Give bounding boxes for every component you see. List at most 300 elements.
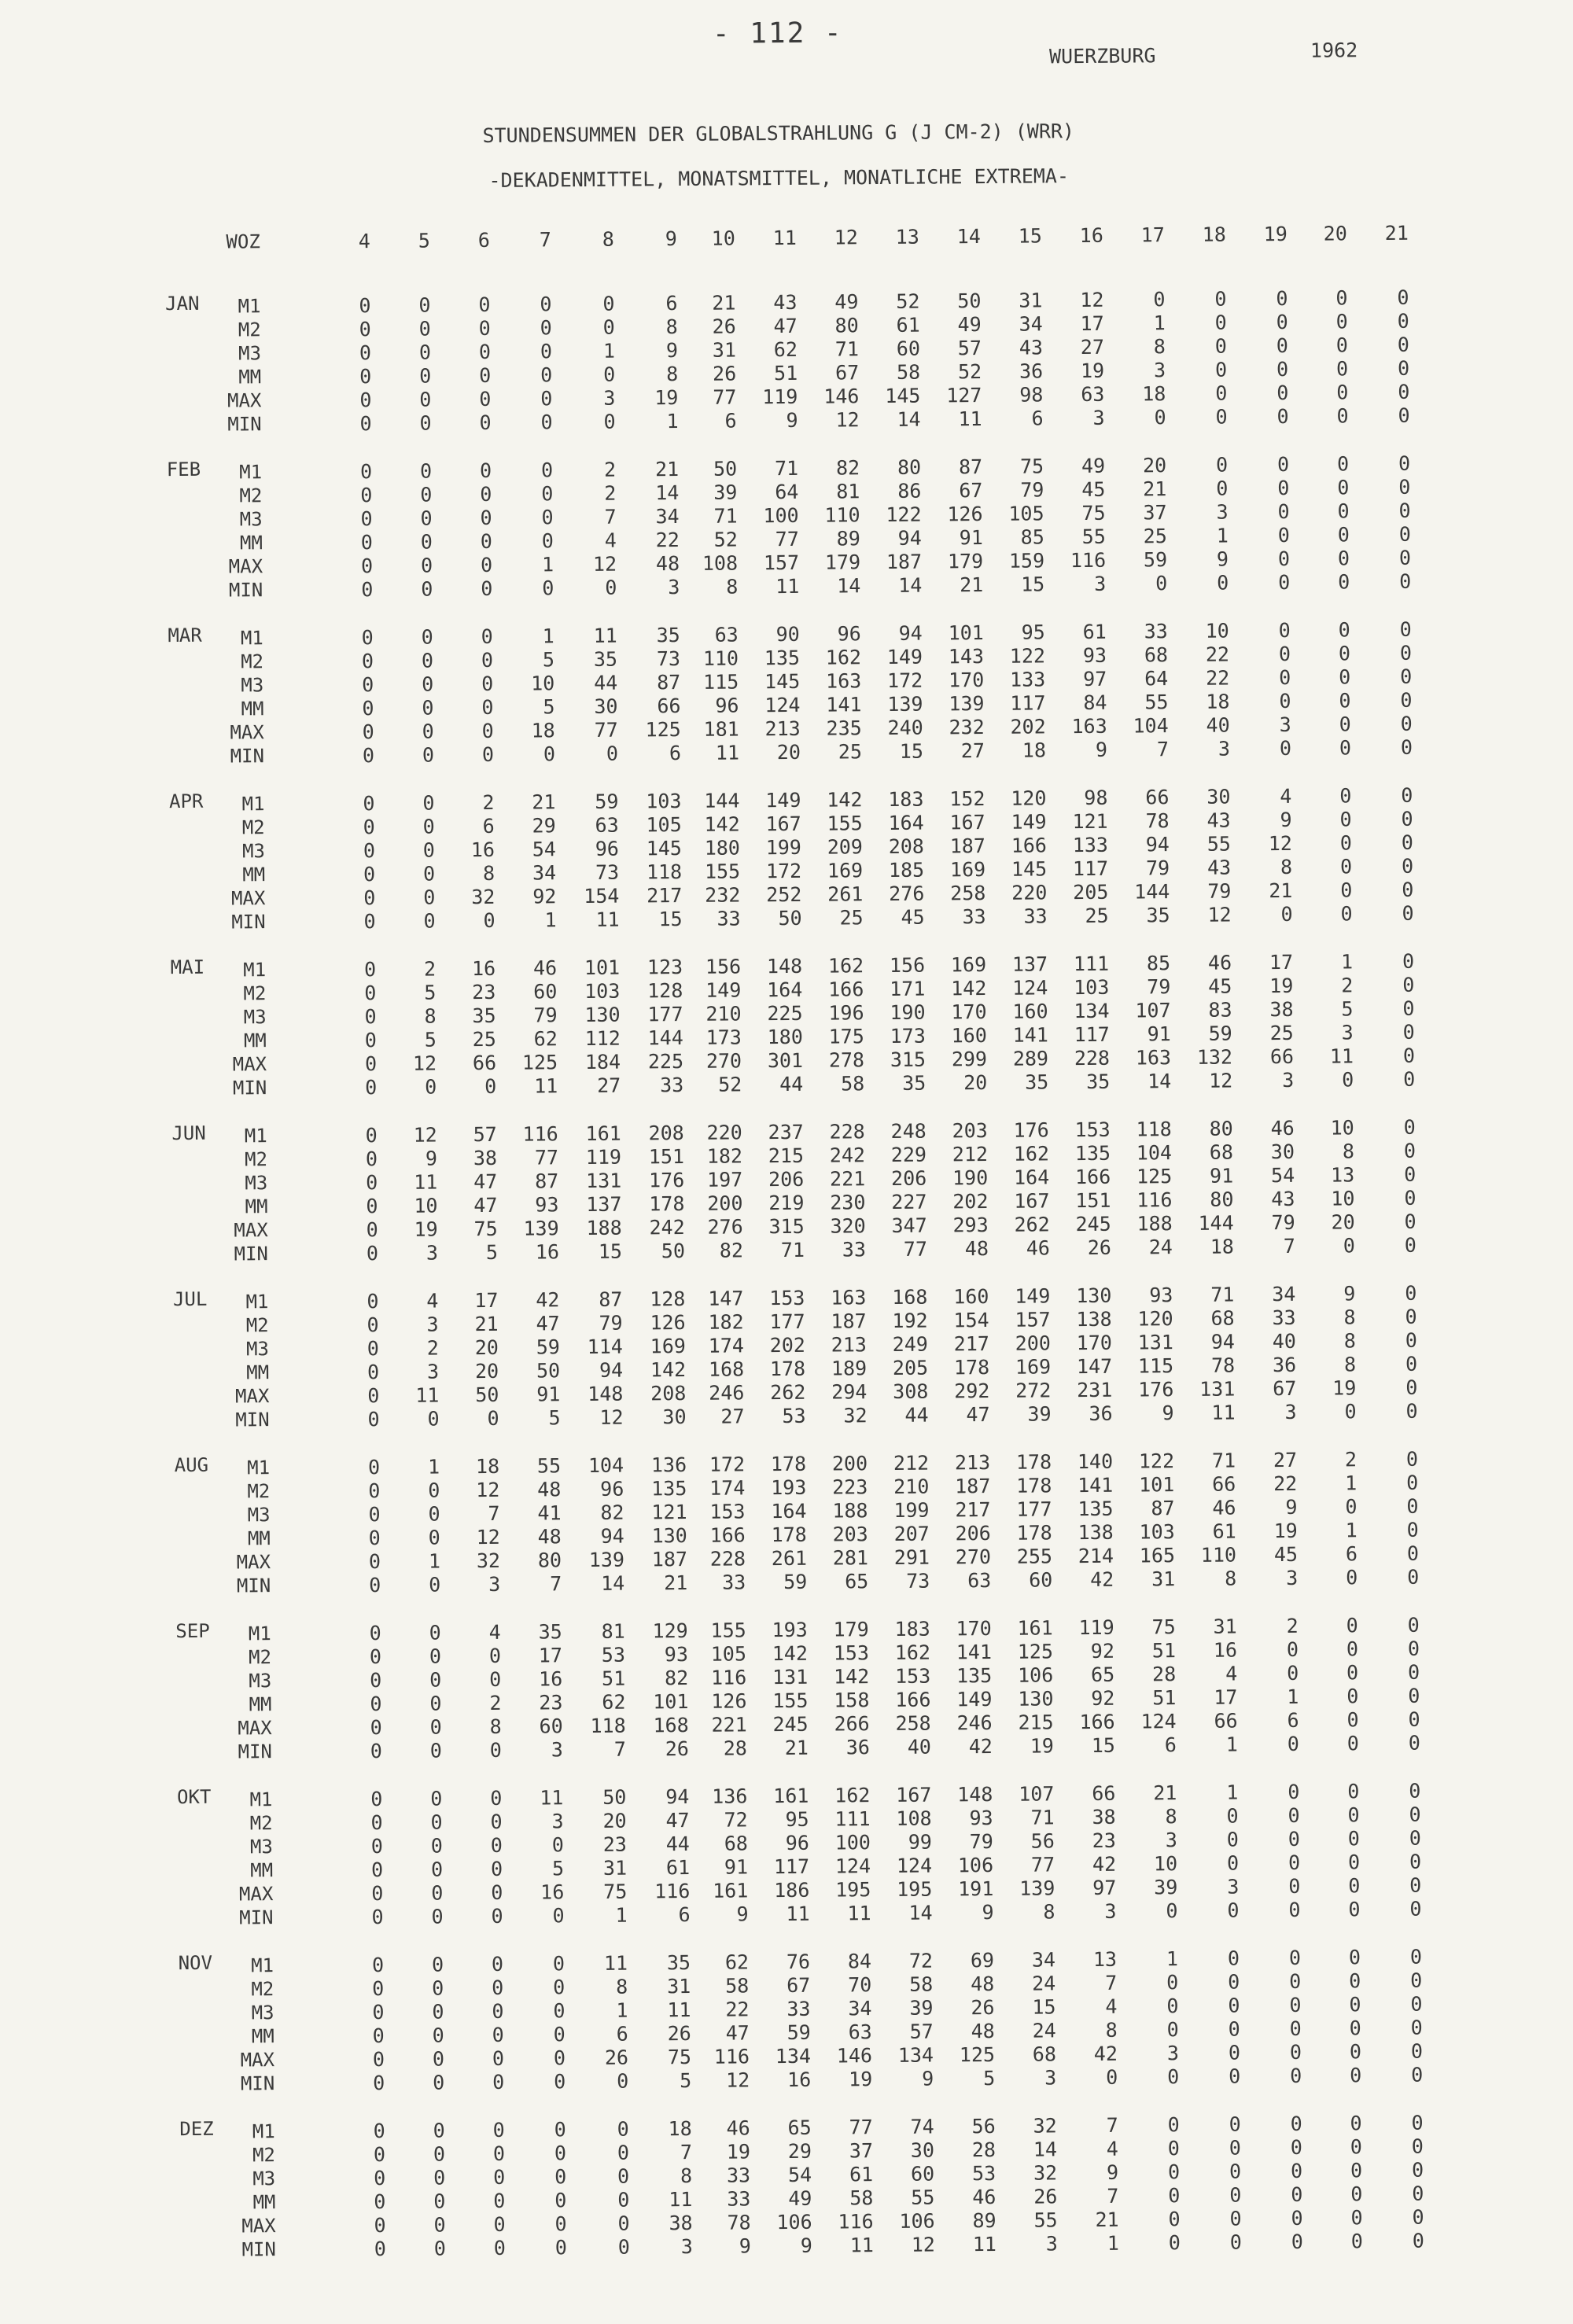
table-cell: 0 (1339, 713, 1351, 736)
table-cell: 0 (361, 578, 374, 602)
table-cell: 5 (548, 1406, 561, 1430)
table-cell: 0 (1406, 1541, 1420, 1565)
table-cell: 34 (532, 861, 557, 885)
table-cell: 0 (366, 1218, 378, 1242)
table-cell: 0 (1228, 1994, 1240, 2017)
table-cell: 119 (762, 385, 798, 409)
table-cell: 0 (1402, 996, 1415, 1020)
table-cell: 0 (1412, 2205, 1424, 2229)
row-label: MAX (240, 2049, 275, 2072)
table-cell: 184 (584, 1050, 621, 1074)
table-cell: 291 (893, 1545, 930, 1569)
table-cell: 0 (1340, 902, 1353, 926)
table-cell: 0 (481, 742, 495, 767)
table-cell: 65 (845, 1570, 869, 1593)
table-cell: 23 (539, 1691, 563, 1714)
table-cell: 0 (487, 1406, 499, 1430)
table-cell: 0 (419, 411, 432, 435)
table-cell: 0 (363, 886, 376, 910)
table-cell: 0 (370, 1811, 383, 1835)
table-cell: 191 (958, 1877, 994, 1901)
table-cell: 0 (1405, 1281, 1417, 1305)
table-cell: 11 (775, 574, 800, 598)
table-cell: 195 (835, 1878, 871, 1902)
table-cell: 0 (432, 2047, 445, 2071)
table-cell: 0 (369, 1645, 382, 1669)
month-label: SEP (175, 1619, 210, 1643)
table-cell: 27 (597, 1074, 621, 1097)
table-cell: 0 (1277, 547, 1291, 571)
table-cell: 128 (647, 979, 683, 1003)
table-cell: 22 (655, 529, 680, 552)
table-cell: 0 (370, 1858, 384, 1882)
row-label: M3 (239, 508, 263, 531)
table-cell: 0 (481, 672, 494, 696)
table-cell: 0 (554, 2236, 568, 2260)
table-cell: 0 (359, 318, 371, 341)
table-cell: 172 (765, 859, 802, 883)
row-label: MAX (230, 887, 266, 910)
table-cell: 32 (1033, 2161, 1058, 2185)
table-cell: 12 (1207, 903, 1232, 926)
hour-header: 11 (772, 226, 797, 250)
table-cell: 315 (890, 1048, 926, 1071)
table-cell: 0 (493, 2165, 506, 2189)
table-cell: 21 (1095, 2208, 1119, 2231)
table-cell: 0 (432, 2024, 444, 2047)
table-cell: 140 (1077, 1449, 1114, 1474)
table-cell: 7 (680, 2140, 693, 2164)
table-cell: 0 (481, 576, 493, 601)
table-cell: 3 (1227, 1875, 1240, 1899)
table-cell: 59 (1143, 548, 1168, 572)
table-cell: 139 (949, 692, 985, 716)
table-cell: 22 (725, 1998, 750, 2021)
table-cell: 9 (1216, 547, 1229, 571)
table-cell: 60 (1029, 1568, 1053, 1592)
table-cell: 81 (836, 480, 860, 503)
table-cell: 20 (963, 1070, 988, 1095)
table-cell: 0 (1288, 1803, 1300, 1828)
table-cell: 58 (896, 360, 921, 384)
table-cell: 0 (1409, 1803, 1421, 1826)
table-cell: 2 (1344, 1448, 1357, 1471)
table-cell: 0 (1168, 2184, 1181, 2208)
table-cell: 33 (842, 1238, 867, 1261)
table-cell: 0 (1404, 1210, 1416, 1233)
table-cell: 80 (1209, 1117, 1233, 1140)
table-cell: 32 (843, 1404, 868, 1427)
table-cell: 0 (423, 886, 436, 909)
table-cell: 12 (1209, 1069, 1233, 1092)
table-cell: 249 (892, 1332, 928, 1356)
table-cell: 0 (359, 412, 372, 436)
table-cell: 79 (533, 1004, 558, 1027)
table-cell: 0 (479, 459, 492, 483)
table-cell: 0 (422, 743, 435, 767)
table-cell: 105 (646, 813, 682, 837)
table-cell: 110 (1200, 1543, 1237, 1567)
table-cell: 38 (1269, 997, 1294, 1022)
table-cell: 79 (1271, 1210, 1295, 1235)
table-cell: 0 (1346, 1708, 1359, 1732)
table-cell: 0 (431, 1881, 444, 1905)
table-cell: 24 (1032, 1972, 1056, 1995)
table-cell: 166 (709, 1523, 746, 1547)
table-cell: 53 (601, 1643, 626, 1667)
table-cell: 0 (427, 1407, 440, 1431)
table-cell: 0 (1398, 403, 1410, 427)
table-cell: 166 (828, 978, 864, 1001)
row-label: M1 (239, 461, 263, 484)
table-cell: 89 (972, 2208, 996, 2233)
table-cell: 169 (650, 1335, 687, 1358)
table-cell: 93 (535, 1193, 559, 1217)
table-cell: 103 (1074, 975, 1110, 1000)
table-cell: 0 (1166, 2018, 1179, 2042)
table-cell: 1 (616, 1998, 628, 2022)
table-cell: 0 (421, 649, 434, 672)
table-cell: 188 (586, 1216, 622, 1240)
table-cell: 25 (1143, 525, 1167, 548)
table-cell: 0 (1335, 357, 1349, 381)
table-cell: 0 (425, 1075, 437, 1099)
table-cell: 261 (827, 882, 864, 906)
table-cell: 0 (363, 910, 376, 934)
table-cell: 0 (1410, 1992, 1423, 2016)
table-cell: 0 (489, 1667, 502, 1691)
table-cell: 0 (367, 1290, 379, 1313)
table-cell: 40 (1206, 713, 1230, 737)
table-cell: 121 (651, 1501, 687, 1524)
row-label: M3 (241, 840, 266, 863)
table-cell: 219 (768, 1191, 805, 1215)
table-cell: 131 (585, 1169, 622, 1193)
table-cell: 0 (430, 1810, 443, 1834)
table-cell: 0 (374, 2167, 386, 2190)
table-cell: 0 (1288, 1827, 1300, 1851)
table-cell: 0 (420, 554, 433, 577)
table-cell: 58 (849, 2186, 874, 2210)
table-cell: 0 (478, 316, 491, 341)
table-cell: 44 (665, 1832, 690, 1856)
table-cell: 120 (1137, 1307, 1173, 1331)
table-cell: 170 (956, 1616, 992, 1641)
table-cell: 52 (957, 360, 982, 384)
table-cell: 210 (893, 1475, 930, 1498)
table-cell: 50 (475, 1383, 499, 1407)
row-label: M1 (238, 295, 261, 318)
table-cell: 0 (365, 1124, 378, 1147)
table-cell: 31 (667, 1974, 691, 1998)
table-cell: 26 (665, 1737, 690, 1761)
table-cell: 0 (433, 2119, 445, 2142)
table-cell: 0 (422, 696, 434, 720)
table-cell: 8 (1342, 1140, 1355, 1163)
table-cell: 0 (1407, 1565, 1420, 1589)
table-cell: 51 (773, 361, 798, 385)
table-cell: 3 (668, 576, 680, 599)
table-cell: 0 (372, 2001, 385, 2024)
table-cell: 0 (1337, 523, 1350, 547)
table-cell: 135 (1078, 1497, 1114, 1521)
table-cell: 0 (1409, 1897, 1422, 1921)
table-cell: 49 (957, 313, 982, 337)
row-label: MAX (241, 2215, 276, 2237)
table-cell: 0 (366, 1242, 379, 1265)
table-cell: 11 (972, 2232, 996, 2256)
table-cell: 80 (834, 314, 859, 337)
table-cell: 63 (595, 813, 619, 837)
table-cell: 6 (1345, 1542, 1358, 1566)
hour-header: 4 (358, 230, 370, 253)
table-cell: 228 (1074, 1046, 1111, 1070)
table-cell: 228 (829, 1120, 865, 1144)
table-cell: 289 (1012, 1047, 1049, 1070)
table-cell: 162 (825, 646, 862, 669)
table-cell: 0 (1403, 1067, 1416, 1091)
table-cell: 14 (601, 1571, 625, 1595)
table-cell: 0 (1345, 1495, 1357, 1519)
table-cell: 130 (651, 1524, 687, 1548)
table-cell: 47 (725, 2021, 750, 2045)
table-cell: 61 (896, 313, 920, 337)
table-cell: 0 (1346, 1661, 1359, 1685)
table-cell: 97 (1092, 1876, 1117, 1899)
table-cell: 0 (374, 2190, 386, 2214)
table-cell: 177 (769, 1309, 805, 1334)
row-label: M2 (239, 484, 263, 507)
table-cell: 55 (1206, 832, 1232, 856)
table-cell: 0 (490, 1833, 503, 1857)
table-cell: 0 (617, 2188, 630, 2212)
table-cell: 299 (951, 1047, 988, 1071)
table-cell: 0 (540, 340, 553, 363)
table-cell: 308 (893, 1379, 929, 1403)
table-cell: 61 (1212, 1519, 1236, 1543)
table-cell: 0 (370, 1716, 382, 1740)
table-cell: 3 (1094, 572, 1107, 595)
row-label: MIN (230, 745, 265, 768)
table-cell: 0 (540, 316, 552, 340)
table-cell: 17 (1080, 311, 1104, 336)
table-cell: 0 (1229, 2064, 1241, 2088)
table-cell: 164 (767, 978, 803, 1002)
table-cell: 47 (773, 314, 798, 338)
table-cell: 55 (536, 1454, 562, 1478)
table-cell: 0 (1405, 1305, 1417, 1328)
table-cell: 60 (910, 2162, 935, 2186)
table-cell: 21 (654, 458, 680, 481)
table-cell: 0 (1228, 2041, 1241, 2064)
table-cell: 213 (764, 716, 801, 741)
table-cell: 1 (1345, 1471, 1357, 1495)
table-cell: 163 (1071, 714, 1107, 738)
table-cell: 200 (707, 1191, 743, 1215)
table-cell: 162 (827, 954, 864, 978)
table-cell: 0 (418, 293, 431, 317)
table-cell: 0 (1397, 285, 1409, 309)
table-cell: 9 (425, 1147, 438, 1170)
table-cell: 45 (901, 905, 925, 929)
table-cell: 144 (1198, 1211, 1234, 1235)
table-cell: 124 (1140, 1710, 1177, 1733)
table-cell: 3 (1216, 500, 1229, 524)
table-cell: 0 (374, 2214, 386, 2237)
table-cell: 220 (1011, 881, 1048, 904)
table-cell: 57 (909, 2020, 934, 2043)
table-cell: 26 (1087, 1236, 1112, 1259)
table-cell: 11 (414, 1170, 438, 1194)
table-cell: 0 (422, 791, 435, 815)
table-cell: 0 (1344, 1400, 1357, 1423)
table-cell: 96 (715, 694, 739, 717)
table-cell: 0 (1412, 2229, 1424, 2252)
table-cell: 18 (1022, 738, 1047, 762)
table-cell: 44 (779, 1072, 804, 1096)
table-cell: 208 (888, 834, 925, 858)
table-cell: 0 (420, 506, 433, 530)
table-cell: 0 (1405, 1328, 1417, 1352)
table-cell: 119 (585, 1145, 622, 1169)
woz-label: WOZ (226, 230, 260, 253)
table-cell: 0 (428, 1526, 440, 1549)
table-cell: 0 (367, 1384, 380, 1408)
row-label: MIN (228, 579, 263, 602)
table-cell: 0 (540, 363, 553, 387)
table-cell: 281 (832, 1546, 869, 1570)
table-cell: 74 (910, 2115, 934, 2138)
table-cell: 1 (602, 339, 616, 363)
table-cell: 66 (472, 1051, 497, 1075)
table-cell: 0 (493, 2212, 506, 2236)
table-cell: 2 (489, 1691, 502, 1714)
table-cell: 16 (787, 2068, 812, 2092)
table-cell: 0 (1229, 2230, 1242, 2254)
table-cell: 78 (727, 2211, 751, 2234)
table-cell: 18 (531, 719, 555, 742)
table-cell: 0 (540, 387, 553, 411)
table-cell: 0 (1397, 333, 1410, 356)
table-cell: 125 (521, 1051, 558, 1074)
table-cell: 149 (1011, 810, 1047, 834)
table-cell: 6 (1164, 1733, 1177, 1757)
table-cell: 0 (1226, 1804, 1239, 1828)
table-cell: 0 (1409, 1850, 1422, 1873)
table-cell: 242 (829, 1144, 866, 1167)
table-cell: 0 (1398, 546, 1412, 569)
table-cell: 0 (370, 1788, 383, 1811)
table-cell: 139 (523, 1217, 559, 1240)
table-cell: 30 (910, 2138, 935, 2162)
table-cell: 0 (1279, 665, 1291, 690)
hour-header: 15 (1018, 224, 1042, 248)
table-cell: 0 (431, 1905, 444, 1928)
table-cell: 50 (536, 1359, 561, 1383)
table-cell: 90 (775, 622, 800, 646)
table-cell: 0 (480, 482, 492, 506)
table-cell: 135 (764, 646, 801, 670)
row-label: M2 (249, 1812, 273, 1835)
table-cell: 0 (374, 2237, 387, 2261)
table-cell: 8 (1165, 1805, 1177, 1829)
table-cell: 11 (415, 1383, 440, 1407)
table-cell: 21 (1153, 1781, 1177, 1805)
table-cell: 347 (891, 1214, 927, 1237)
table-cell: 26 (604, 2046, 629, 2069)
table-cell: 199 (893, 1498, 930, 1522)
table-cell: 168 (892, 1285, 928, 1309)
table-cell: 153 (709, 1500, 746, 1523)
table-cell: 0 (1168, 2208, 1181, 2231)
table-cell: 66 (1092, 1781, 1116, 1805)
table-cell: 0 (365, 1147, 378, 1171)
table-cell: 0 (1229, 2207, 1242, 2230)
table-cell: 223 (832, 1475, 868, 1499)
table-cell: 0 (364, 1005, 377, 1029)
table-cell: 44 (904, 1403, 929, 1427)
table-cell: 45 (1208, 974, 1232, 998)
table-cell: 0 (1339, 665, 1351, 689)
table-cell: 3 (551, 1810, 564, 1833)
table-cell: 6 (724, 409, 737, 433)
table-cell: 55 (911, 2186, 935, 2209)
table-cell: 130 (1076, 1284, 1112, 1308)
table-cell: 14 (1033, 2138, 1058, 2161)
table-cell: 27 (960, 739, 985, 763)
table-cell: 0 (365, 1076, 378, 1099)
table-cell: 0 (1338, 570, 1350, 594)
table-cell: 66 (1145, 786, 1170, 809)
table-cell: 0 (479, 411, 492, 435)
table-cell: 0 (551, 1833, 564, 1857)
table-cell: 162 (1013, 1142, 1050, 1166)
table-cell: 32 (1033, 2114, 1057, 2138)
table-cell: 193 (771, 1475, 807, 1500)
table-cell: 28 (1151, 1663, 1177, 1686)
table-cell: 0 (1278, 642, 1291, 666)
table-cell: 147 (1076, 1354, 1113, 1379)
row-label: MM (243, 1029, 267, 1052)
table-cell: 3 (426, 1360, 440, 1383)
table-cell: 189 (831, 1357, 868, 1380)
table-cell: 21 (712, 291, 736, 315)
table-cell: 0 (1410, 1969, 1423, 1992)
table-cell: 35 (1086, 1070, 1111, 1094)
table-cell: 149 (956, 1687, 993, 1711)
table-cell: 0 (428, 1502, 440, 1526)
table-cell: 0 (371, 1906, 384, 1929)
table-cell: 18 (1206, 690, 1230, 713)
table-cell: 31 (1213, 1615, 1237, 1638)
table-cell: 151 (1075, 1188, 1111, 1213)
table-cell: 210 (705, 1002, 742, 1026)
row-label: MM (245, 1195, 268, 1218)
table-cell: 272 (1015, 1379, 1052, 1402)
table-cell: 22 (1206, 666, 1230, 690)
table-cell: 0 (1399, 641, 1413, 665)
page-number: - 112 - (712, 17, 843, 50)
table-cell: 0 (429, 1692, 442, 1715)
table-cell: 79 (1147, 975, 1171, 999)
table-cell: 17 (1214, 1685, 1238, 1709)
table-cell: 0 (363, 792, 375, 816)
table-cell: 71 (1210, 1283, 1235, 1306)
table-cell: 54 (532, 838, 557, 861)
table-cell: 168 (708, 1357, 745, 1381)
table-cell: 33 (726, 2164, 751, 2187)
table-cell: 0 (1402, 901, 1414, 925)
